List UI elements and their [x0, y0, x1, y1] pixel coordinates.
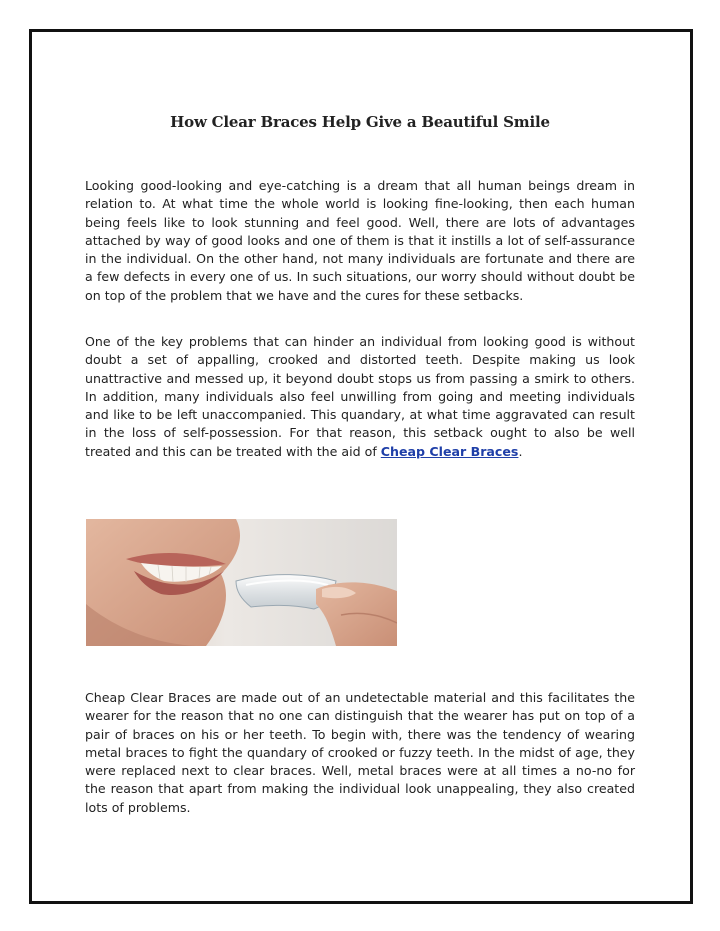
paragraph-3: Cheap Clear Braces are made out of an undetectable material and this facilitates the wearer for the reason that no one can distinguish that the wearer has put on top of a pair of braces on his or her teeth. To begin with, there was the tendency of wearing metal braces to fight the quandary of crooked or fuzzy teeth. In the midst of age, they were replaced next to clear braces. Well, metal braces were at all times a no-no for the reason that apart from making the individual look unappealing, they also created lots of problems.	[85, 690, 635, 815]
clear-aligner-photo	[86, 519, 397, 646]
paragraph-2-end: .	[518, 443, 523, 459]
cheap-clear-braces-link[interactable]: Cheap Clear Braces	[380, 443, 519, 459]
clear-aligner-illustration	[86, 519, 397, 646]
paragraph-2	[85, 333, 635, 461]
paragraph-1: Looking good-looking and eye-catching is a dream that all human beings dream in relation to. At what time the whole world is looking fine-looking, then each human being feels like to look stunning and feel good. Well, there are lots of advantages attached by way of good looks and one of them is that it instills a lot of self-assurance in the individual. On the other hand, not many individuals are fortunate and there are a few defects in every one of us. In such situations, our worry should without doubt be on top of the problem that we have and the cures for these setbacks.	[85, 178, 635, 303]
paragraph-2-text: One of the key problems that can hinder an individual from looking good is without doubt a set of appalling, crooked and distorted teeth. Despite making us look unattractive and messed up, it beyond doubt stops us from passing a smirk to others. In addition, many individuals also feel unwilling from going and meeting individuals and like to be left unaccompanied. This quandary, at what time aggravated can result in the loss of self-possession. For that reason, this setback ought to also be well treated and this can be treated with the aid of	[85, 334, 635, 459]
document-title: How Clear Braces Help Give a Beautiful Smile	[170, 113, 550, 131]
